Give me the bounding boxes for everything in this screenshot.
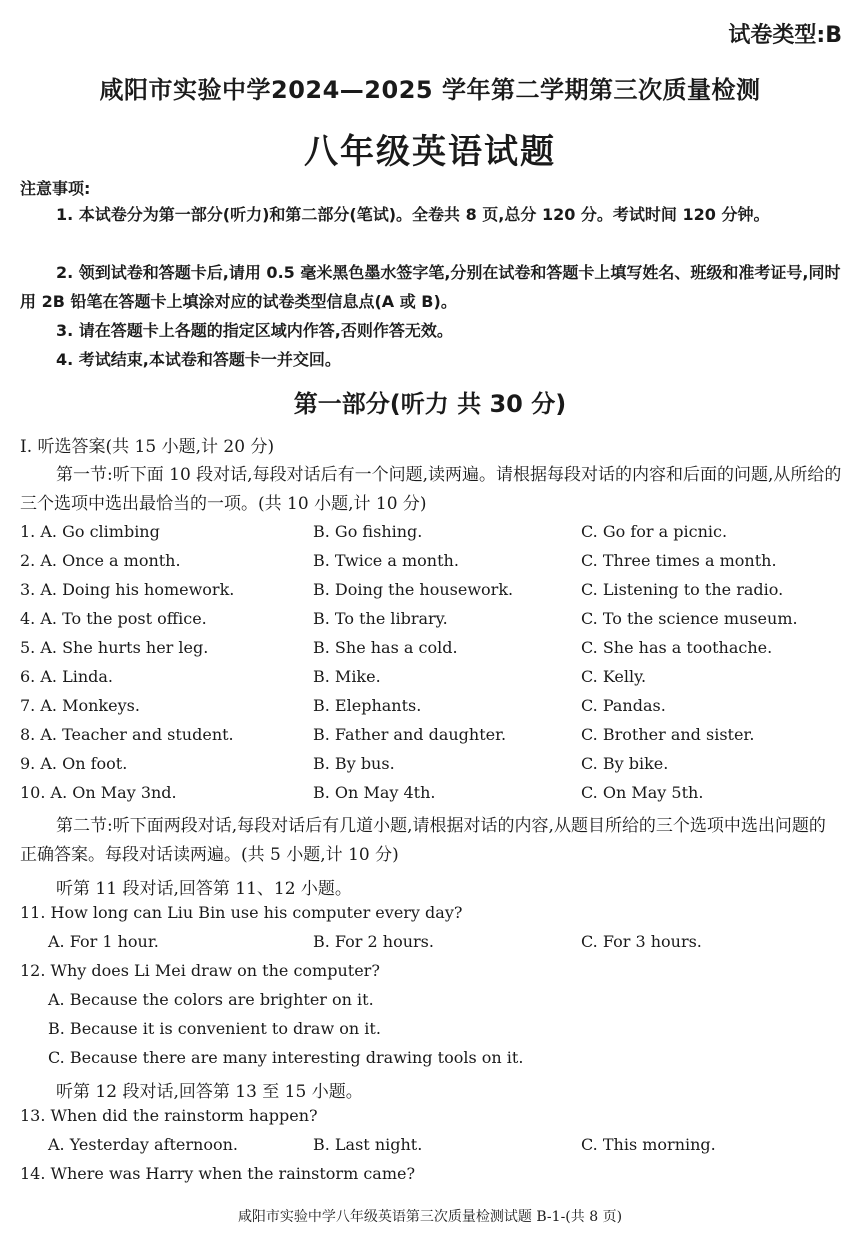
question-row [0, 696, 860, 725]
option-c: C. Go for a picnic. [581, 522, 728, 541]
page-footer: 咸阳市实验中学八年级英语第三次质量检测试题 B-1-(共 8 页) [237, 1209, 623, 1225]
option-c: C. This morning. [581, 1135, 716, 1154]
option-a: 7. A. Monkeys. [20, 696, 140, 715]
option-a: 5. A. She hurts her leg. [20, 638, 209, 657]
section-heading: Ⅰ. 听选答案(共 15 小题,计 20 分) [20, 437, 275, 457]
option-b: B. Father and daughter. [313, 725, 507, 744]
option-c: C. Pandas. [581, 696, 666, 715]
question-row [0, 754, 860, 783]
option-a: 4. A. To the post office. [20, 609, 207, 628]
dialogue-12-intro: 听第 12 段对话,回答第 13 至 15 小题。 [56, 1082, 363, 1102]
option-a: A. Because the colors are brighter on it. [48, 990, 374, 1009]
section1-instructions: 第一节:听下面 10 段对话,每段对话后有一个问题,读两遍。请根据每段对话的内容和后面的问题,从所给的三个选项中选出最恰当的一项。(共 10 小题,计 10 分) [20, 465, 842, 514]
option-b: B. She has a cold. [313, 638, 458, 657]
option-c: C. For 3 hours. [581, 932, 702, 951]
question-row [0, 551, 860, 580]
option-c: C. On May 5th. [581, 783, 704, 802]
option-c: C. Kelly. [581, 667, 647, 686]
question-row [0, 725, 860, 754]
part-one-title: 第一部分(听力 共 30 分) [293, 390, 567, 418]
question-row [0, 609, 860, 638]
option-c: C. She has a toothache. [581, 638, 773, 657]
option-c: C. Three times a month. [581, 551, 777, 570]
option-c: C. By bike. [581, 754, 669, 773]
section2-instructions: 第二节:听下面两段对话,每段对话后有几道小题,请根据对话的内容,从题目所给的三个选项中选出问题的正确答案。每段对话读两遍。(共 5 小题,计 10 分) [20, 816, 826, 865]
option-a: 10. A. On May 3nd. [20, 783, 177, 802]
question-row [0, 667, 860, 696]
question-11-options [0, 932, 860, 961]
option-b: B. Elephants. [313, 696, 422, 715]
question-14-stem: 14. Where was Harry when the rainstorm came? [20, 1164, 416, 1183]
option-a: 9. A. On foot. [20, 754, 128, 773]
paper-type-label: 试卷类型:B [728, 23, 842, 48]
option-a: 1. A. Go climbing [20, 522, 160, 541]
option-b: B. Mike. [313, 667, 381, 686]
option-c: C. Listening to the radio. [581, 580, 784, 599]
question-11-stem: 11. How long can Liu Bin use his computer every day? [20, 903, 463, 922]
option-a: A. Yesterday afternoon. [48, 1135, 238, 1154]
option-a: A. For 1 hour. [48, 932, 159, 951]
dialogue-11-intro: 听第 11 段对话,回答第 11、12 小题。 [56, 879, 352, 899]
option-b: B. Because it is convenient to draw on it. [48, 1019, 381, 1038]
exam-title: 八年级英语试题 [304, 132, 556, 172]
question-12-stem: 12. Why does Li Mei draw on the computer? [20, 961, 380, 980]
option-a: 6. A. Linda. [20, 667, 113, 686]
option-b: B. Last night. [313, 1135, 423, 1154]
note-item-1: 1. 本试卷分为第一部分(听力)和第二部分(笔试)。全卷共 8 页,总分 120 分。考试时间 120 分钟。 [56, 205, 770, 224]
question-row [0, 522, 860, 551]
option-a: 3. A. Doing his homework. [20, 580, 235, 599]
option-b: B. Go fishing. [313, 522, 423, 541]
option-b: B. Doing the housework. [313, 580, 514, 599]
option-a: 8. A. Teacher and student. [20, 725, 234, 744]
option-b: B. Twice a month. [313, 551, 459, 570]
school-title: 咸阳市实验中学2024—2025 学年第二学期第三次质量检测 [99, 76, 761, 104]
option-b: B. By bus. [313, 754, 395, 773]
note-item-4: 4. 考试结束,本试卷和答题卡一并交回。 [56, 350, 341, 369]
option-c: C. Because there are many interesting drawing tools on it. [48, 1048, 524, 1067]
option-b: B. For 2 hours. [313, 932, 434, 951]
note-item-2: 2. 领到试卷和答题卡后,请用 0.5 毫米黑色墨水签字笔,分别在试卷和答题卡上填写姓名、班级和准考证号,同时用 2B 铅笔在答题卡上填涂对应的试卷类型信息点(A 或 B)。 [20, 263, 841, 311]
option-b: B. To the library. [313, 609, 448, 628]
question-row [0, 580, 860, 609]
question-13-stem: 13. When did the rainstorm happen? [20, 1106, 318, 1125]
option-c: C. To the science museum. [581, 609, 798, 628]
question-13-options [0, 1135, 860, 1164]
question-row [0, 638, 860, 667]
notes-heading: 注意事项: [20, 179, 91, 198]
option-c: C. Brother and sister. [581, 725, 755, 744]
question-row [0, 783, 860, 812]
option-a: 2. A. Once a month. [20, 551, 181, 570]
note-item-3: 3. 请在答题卡上各题的指定区域内作答,否则作答无效。 [56, 321, 453, 340]
option-b: B. On May 4th. [313, 783, 436, 802]
